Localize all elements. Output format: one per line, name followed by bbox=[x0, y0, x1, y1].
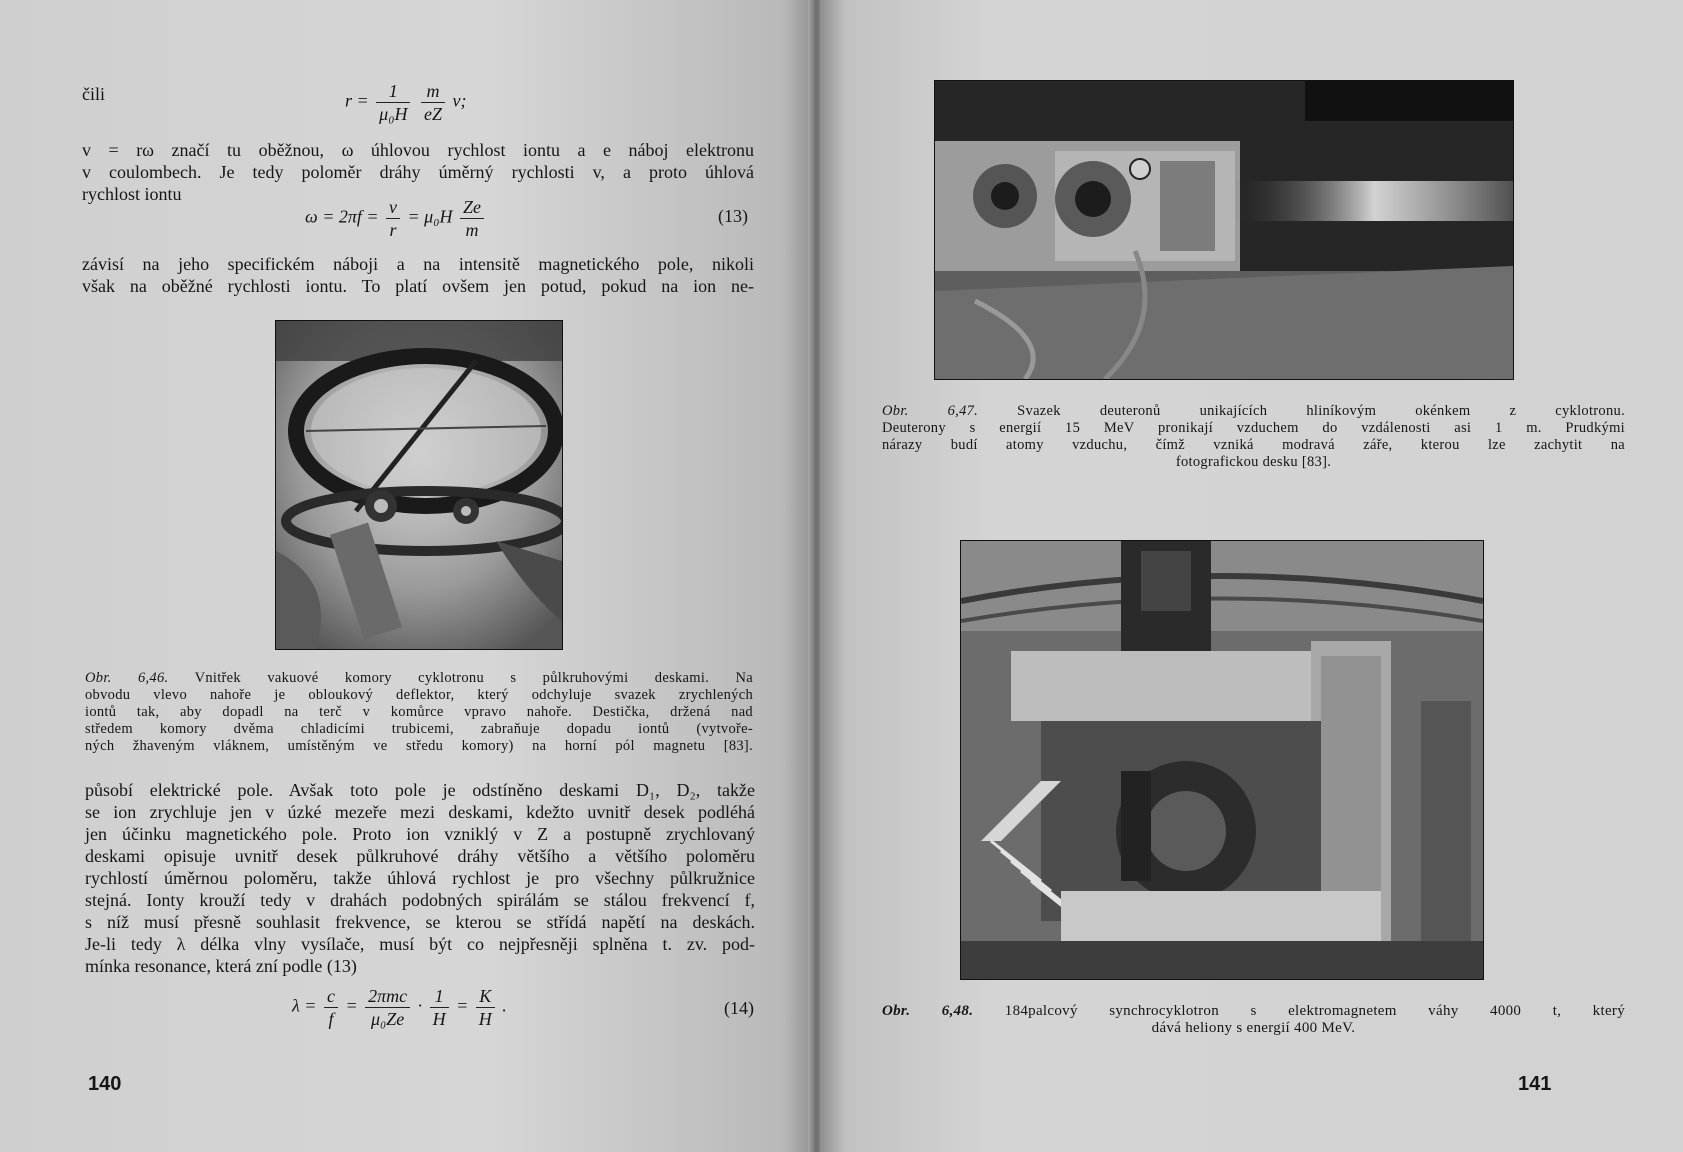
eq-r-fraction-1 bbox=[376, 80, 410, 125]
eq-omega-f2-den: m bbox=[465, 220, 479, 240]
caption-6-48-line-1 bbox=[882, 1003, 1625, 1020]
eq-r-f1-den: μ₀H bbox=[379, 104, 408, 124]
eq-r-tail: v; bbox=[452, 90, 467, 111]
paragraph-3-line-5: rychlostí úměrnou poloměru, takže úhlová rychlost je pro všechny půlkružnice bbox=[85, 868, 755, 888]
eq-lambda-lhs: λ = bbox=[292, 995, 317, 1016]
eq-lambda-f1-den: f bbox=[328, 1009, 334, 1029]
paragraph-2-line-1: závisí na jeho specifickém náboji a na intensitě magnetického pole, nikoli bbox=[82, 254, 754, 274]
eq-lambda-f3-num: 1 bbox=[430, 985, 449, 1008]
paragraph-3-line-2: se ion zrychluje jen v úzké mezeře mezi deskami, kdežto uvnitř desek podléhá bbox=[85, 802, 755, 822]
photo-deuteron-beam bbox=[934, 80, 1514, 380]
caption-6-46-text-1: Vnitřek vakuové komory cyklotronu s půlkruhovými deskami. Na bbox=[194, 670, 753, 686]
eq-lambda-fraction-1 bbox=[324, 985, 338, 1030]
eq-r-lhs: r = bbox=[345, 90, 369, 111]
caption-6-47-text-1: Svazek deuteronů unikajících hliníkovým okénkem z cyklotronu. bbox=[1017, 403, 1625, 419]
eq-lambda-f4-num: K bbox=[476, 985, 495, 1008]
eq-lambda-fraction-3 bbox=[430, 985, 449, 1030]
caption-6-47-line-2: Deuterony s energií 15 MeV pronikají vzduchem do vzdálenosti asi 1 m. Prudkými bbox=[882, 420, 1625, 436]
caption-6-46-line-5: ných žhaveným vláknem, umístěným ve středu komory) na horní pól magnetu [83]. bbox=[85, 738, 753, 754]
paragraph-3-line-6: stejná. Ionty krouží tedy v drahách podobných spirálám se stálou frekvencí f, bbox=[85, 890, 755, 910]
equation-lambda bbox=[292, 985, 507, 1030]
eq-lambda-f3-den: H bbox=[432, 1009, 446, 1029]
page-number-left: 140 bbox=[88, 1073, 122, 1095]
paragraph-3-line-9: mínka resonance, která zní podle (13) bbox=[85, 956, 357, 976]
eq-omega-mid: = μ₀H bbox=[407, 206, 453, 227]
eq-lambda-dot: · bbox=[417, 995, 423, 1016]
caption-6-48-text-1: 184palcový synchrocyklotron s elektromagnetem váhy 4000 t, který bbox=[1004, 1003, 1626, 1019]
eq-omega-f1-num: v bbox=[386, 196, 400, 219]
eq-r-f1-num: 1 bbox=[376, 80, 410, 103]
eq-r-f2-den: eZ bbox=[423, 104, 442, 124]
eq-r-fraction-2 bbox=[421, 80, 445, 125]
eq-omega-fraction-1 bbox=[386, 196, 400, 241]
paragraph-3-line-7: s níž musí přesně souhlasit frekvence, se kterou se střídá napětí na deskách. bbox=[85, 912, 755, 932]
caption-6-46-line-2: obvodu vlevo nahoře je obloukový deflektor, který odchyluje svazek zrychlených bbox=[85, 687, 753, 703]
eq-lambda-f2-den: μ₀Ze bbox=[370, 1009, 405, 1029]
caption-6-47-line-4: fotografickou desku [83]. bbox=[1175, 454, 1332, 470]
photo-synchrocyclotron-image bbox=[961, 541, 1483, 979]
eq-omega-f2-num: Ze bbox=[460, 196, 484, 219]
eq-omega-lhs: ω = 2πf = bbox=[305, 206, 379, 227]
caption-6-47-line-3: nárazy budí atomy vzduchu, čímž vzniká modravá záře, kterou lze zachytit na bbox=[882, 437, 1625, 453]
eq-lambda-eq: = bbox=[345, 995, 358, 1016]
eq-lambda-f4-den: H bbox=[478, 1009, 492, 1029]
equation-number-14: (14) bbox=[724, 998, 754, 1018]
page-number-right: 141 bbox=[1518, 1073, 1552, 1095]
eq-lambda-f2-num: 2πmc bbox=[365, 985, 410, 1008]
caption-6-46-line-1 bbox=[85, 670, 753, 687]
eq-lambda-end: . bbox=[502, 995, 507, 1016]
paragraph-1-line-2: v coulombech. Je tedy poloměr dráhy úměrný rychlosti v, a proto úhlová bbox=[82, 162, 754, 182]
eq-lambda-f1-num: c bbox=[324, 985, 338, 1008]
left-page bbox=[0, 0, 816, 1152]
right-page bbox=[820, 0, 1683, 1152]
paragraph-1-line-1: v = rω značí tu oběžnou, ω úhlovou rychlost iontu a e náboj elektronu bbox=[82, 140, 754, 160]
caption-6-47-label: Obr. 6,47. bbox=[882, 403, 979, 419]
caption-6-46-line-4: středem komory dvěma chladicími trubicemi, zabraňuje dopadu iontů (vytvoře- bbox=[85, 721, 753, 737]
eq-lambda-fraction-2 bbox=[365, 985, 410, 1030]
caption-6-48-label: Obr. 6,48. bbox=[882, 1003, 974, 1019]
cili-word: čili bbox=[82, 84, 105, 104]
eq-omega-f1-den: r bbox=[389, 220, 397, 240]
eq-omega-fraction-2 bbox=[460, 196, 484, 241]
caption-6-48-line-2: dává heliony s energií 400 MeV. bbox=[1151, 1020, 1356, 1036]
paragraph-3-line-3: jen účinku magnetického pole. Proto ion vzniklý v Z a postupně zrychlovaný bbox=[85, 824, 755, 844]
photo-synchrocyclotron bbox=[960, 540, 1484, 980]
photo-vacuum-chamber-image bbox=[276, 321, 562, 649]
caption-6-47-line-1 bbox=[882, 403, 1625, 420]
paragraph-3-line-8: Je-li tedy λ délka vlny vysílače, musí být co nejpřesněji splněna t. zv. pod- bbox=[85, 934, 755, 954]
paragraph-2-line-2: však na oběžné rychlosti iontu. To platí ovšem jen potud, pokud na ion ne- bbox=[82, 276, 754, 296]
caption-6-46-line-3: iontů tak, aby dopadl na terč v komůrce vpravo nahoře. Destička, držená nad bbox=[85, 704, 753, 720]
eq-r-f2-num: m bbox=[421, 80, 445, 103]
caption-6-46-label: Obr. 6,46. bbox=[85, 670, 169, 686]
eq-lambda-fraction-4 bbox=[476, 985, 495, 1030]
paragraph-1-line-3: rychlost iontu bbox=[82, 184, 182, 204]
equation-number-13: (13) bbox=[718, 206, 748, 226]
photo-vacuum-chamber bbox=[275, 320, 563, 650]
paragraph-3-line-4: deskami opisuje uvnitř desek půlkruhové dráhy většího a většího poloměru bbox=[85, 846, 755, 866]
eq-lambda-eq2: = bbox=[456, 995, 469, 1016]
equation-omega bbox=[305, 196, 487, 241]
photo-deuteron-beam-image bbox=[935, 81, 1513, 379]
paragraph-3-line-1: působí elektrické pole. Avšak toto pole je odstíněno deskami D₁, D₂, takže bbox=[85, 780, 755, 800]
equation-r bbox=[345, 80, 466, 125]
